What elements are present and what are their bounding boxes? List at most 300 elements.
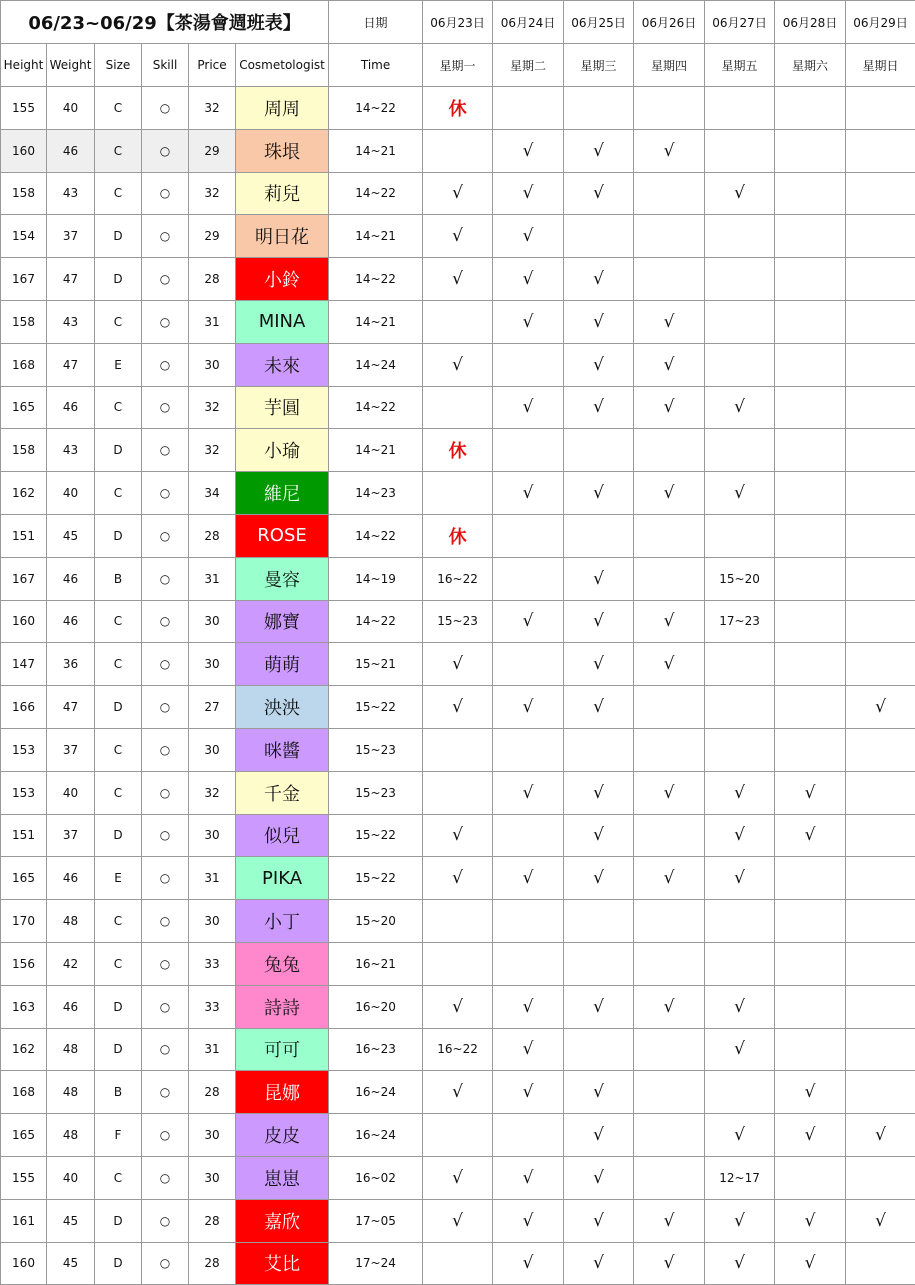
cell-height: 156	[1, 942, 47, 985]
cell-skill: ○	[142, 1156, 189, 1199]
day-cell	[705, 686, 775, 729]
day-cell: √	[564, 1156, 634, 1199]
day-cell: √	[493, 857, 564, 900]
day-cell: √	[705, 857, 775, 900]
day-cell: √	[564, 557, 634, 600]
cell-time: 16~20	[329, 985, 423, 1028]
cell-height: 153	[1, 728, 47, 771]
cell-time: 15~21	[329, 643, 423, 686]
day-cell: √	[423, 686, 493, 729]
schedule-title: 06/23~06/29【茶湯會週班表】	[1, 1, 329, 44]
day-cell: √	[493, 1199, 564, 1242]
cell-weight: 43	[47, 172, 95, 215]
day-cell	[775, 172, 846, 215]
day-cell	[493, 728, 564, 771]
day-cell: 休	[423, 429, 493, 472]
day-cell	[775, 514, 846, 557]
day-cell	[775, 985, 846, 1028]
cosmetologist-name: 明日花	[236, 215, 329, 258]
day-cell	[846, 514, 915, 557]
day-cell	[423, 942, 493, 985]
table-row	[1, 728, 915, 771]
cell-size: C	[95, 129, 142, 172]
cell-skill: ○	[142, 857, 189, 900]
day-cell	[846, 557, 915, 600]
day-cell: √	[564, 300, 634, 343]
day-cell: √	[423, 215, 493, 258]
day-cell: √	[493, 386, 564, 429]
weekday-header: 星期一	[423, 44, 493, 87]
cell-size: D	[95, 215, 142, 258]
cell-weight: 46	[47, 557, 95, 600]
day-cell: 16~22	[423, 1028, 493, 1071]
cosmetologist-name: 可可	[236, 1028, 329, 1071]
cell-time: 14~23	[329, 472, 423, 515]
day-cell	[705, 343, 775, 386]
column-header-row	[1, 44, 915, 87]
day-cell	[775, 472, 846, 515]
day-cell	[423, 386, 493, 429]
table-row	[1, 343, 915, 386]
cell-weight: 42	[47, 942, 95, 985]
day-cell	[705, 429, 775, 472]
day-cell: √	[493, 129, 564, 172]
day-cell: √	[564, 129, 634, 172]
day-cell	[634, 1028, 705, 1071]
day-cell: √	[634, 985, 705, 1028]
cell-skill: ○	[142, 1199, 189, 1242]
day-cell	[775, 215, 846, 258]
day-cell: √	[423, 1071, 493, 1114]
cosmetologist-name: 未來	[236, 343, 329, 386]
cell-height: 161	[1, 1199, 47, 1242]
cell-weight: 48	[47, 1071, 95, 1114]
cell-size: C	[95, 942, 142, 985]
cosmetologist-name: 小丁	[236, 900, 329, 943]
day-cell: √	[705, 172, 775, 215]
cell-price: 30	[189, 600, 236, 643]
day-cell: √	[775, 1071, 846, 1114]
cosmetologist-name: 萌萌	[236, 643, 329, 686]
day-cell: √	[564, 343, 634, 386]
day-cell	[775, 87, 846, 130]
day-cell	[564, 429, 634, 472]
day-cell	[705, 300, 775, 343]
day-cell: √	[493, 472, 564, 515]
day-cell: √	[705, 386, 775, 429]
day-cell	[423, 728, 493, 771]
day-cell: √	[564, 472, 634, 515]
day-cell	[846, 386, 915, 429]
day-cell: √	[493, 215, 564, 258]
cell-height: 167	[1, 258, 47, 301]
day-cell: √	[423, 1199, 493, 1242]
cell-price: 28	[189, 1071, 236, 1114]
day-cell	[846, 771, 915, 814]
day-cell: √	[423, 172, 493, 215]
day-cell: √	[423, 857, 493, 900]
day-cell: √	[634, 300, 705, 343]
day-cell	[705, 87, 775, 130]
date-label: 日期	[329, 1, 423, 44]
cosmetologist-name: 咪醬	[236, 728, 329, 771]
cell-price: 31	[189, 1028, 236, 1071]
day-cell	[775, 258, 846, 301]
day-cell	[846, 343, 915, 386]
cell-weight: 47	[47, 343, 95, 386]
cell-price: 27	[189, 686, 236, 729]
cell-time: 14~19	[329, 557, 423, 600]
day-cell	[564, 514, 634, 557]
day-cell: 休	[423, 514, 493, 557]
day-cell	[564, 1028, 634, 1071]
day-cell	[846, 728, 915, 771]
cell-price: 30	[189, 814, 236, 857]
cell-time: 14~22	[329, 386, 423, 429]
day-cell	[775, 1156, 846, 1199]
day-cell: √	[705, 1028, 775, 1071]
cell-size: D	[95, 1242, 142, 1285]
cell-time: 15~20	[329, 900, 423, 943]
cell-weight: 46	[47, 600, 95, 643]
cell-weight: 45	[47, 1242, 95, 1285]
weekday-header: 星期日	[846, 44, 915, 87]
cell-skill: ○	[142, 643, 189, 686]
cell-weight: 47	[47, 686, 95, 729]
day-cell	[775, 1028, 846, 1071]
day-cell	[634, 1114, 705, 1157]
day-cell: √	[493, 1028, 564, 1071]
cosmetologist-name: 崽崽	[236, 1156, 329, 1199]
cell-size: D	[95, 1199, 142, 1242]
day-cell: √	[423, 985, 493, 1028]
table-row	[1, 472, 915, 515]
table-row	[1, 985, 915, 1028]
cell-price: 28	[189, 1199, 236, 1242]
cosmetologist-name: 小瑜	[236, 429, 329, 472]
table-row	[1, 514, 915, 557]
day-cell	[846, 643, 915, 686]
table-row	[1, 1114, 915, 1157]
cell-height: 155	[1, 87, 47, 130]
day-cell	[775, 686, 846, 729]
cell-price: 30	[189, 900, 236, 943]
cell-weight: 45	[47, 1199, 95, 1242]
cell-price: 29	[189, 215, 236, 258]
day-cell	[846, 1028, 915, 1071]
day-cell: √	[564, 1242, 634, 1285]
cell-weight: 46	[47, 129, 95, 172]
cell-size: D	[95, 686, 142, 729]
day-cell: √	[493, 686, 564, 729]
cell-skill: ○	[142, 942, 189, 985]
table-row	[1, 172, 915, 215]
cell-size: C	[95, 386, 142, 429]
day-cell	[634, 942, 705, 985]
cosmetologist-name: 昆娜	[236, 1071, 329, 1114]
day-cell	[846, 472, 915, 515]
day-cell	[846, 1242, 915, 1285]
day-cell: √	[705, 814, 775, 857]
day-cell	[634, 686, 705, 729]
date-header: 06月25日	[564, 1, 634, 44]
day-cell: 15~23	[423, 600, 493, 643]
column-header-skill: Skill	[142, 44, 189, 87]
cell-size: C	[95, 600, 142, 643]
cell-skill: ○	[142, 429, 189, 472]
cell-price: 28	[189, 1242, 236, 1285]
cell-height: 170	[1, 900, 47, 943]
cell-size: E	[95, 343, 142, 386]
day-cell	[775, 942, 846, 985]
cell-time: 14~21	[329, 215, 423, 258]
cell-height: 163	[1, 985, 47, 1028]
table-row	[1, 942, 915, 985]
cell-height: 158	[1, 429, 47, 472]
day-cell: √	[775, 771, 846, 814]
cell-weight: 43	[47, 429, 95, 472]
day-cell: √	[846, 1199, 915, 1242]
day-cell	[846, 1156, 915, 1199]
day-cell: √	[493, 1071, 564, 1114]
day-cell: √	[564, 600, 634, 643]
day-cell: √	[634, 643, 705, 686]
cell-price: 33	[189, 985, 236, 1028]
cell-height: 147	[1, 643, 47, 686]
day-cell	[634, 557, 705, 600]
day-cell: √	[634, 771, 705, 814]
cell-time: 15~23	[329, 771, 423, 814]
cell-skill: ○	[142, 771, 189, 814]
cell-skill: ○	[142, 728, 189, 771]
day-cell: 12~17	[705, 1156, 775, 1199]
cell-time: 14~22	[329, 172, 423, 215]
cell-price: 30	[189, 343, 236, 386]
cell-weight: 48	[47, 900, 95, 943]
cell-height: 162	[1, 1028, 47, 1071]
cell-price: 31	[189, 857, 236, 900]
day-cell: √	[493, 1156, 564, 1199]
day-cell: √	[564, 814, 634, 857]
cell-size: F	[95, 1114, 142, 1157]
cell-time: 14~22	[329, 514, 423, 557]
cell-price: 28	[189, 258, 236, 301]
date-header: 06月26日	[634, 1, 705, 44]
day-cell	[493, 343, 564, 386]
day-cell: 15~20	[705, 557, 775, 600]
day-cell: √	[634, 857, 705, 900]
cosmetologist-name: 芋圓	[236, 386, 329, 429]
cell-height: 160	[1, 1242, 47, 1285]
cell-time: 14~21	[329, 129, 423, 172]
weekday-header: 星期二	[493, 44, 564, 87]
day-cell	[846, 300, 915, 343]
cosmetologist-name: PIKA	[236, 857, 329, 900]
table-row	[1, 386, 915, 429]
day-cell	[846, 215, 915, 258]
day-cell: √	[846, 686, 915, 729]
day-cell	[634, 728, 705, 771]
day-cell	[634, 172, 705, 215]
cosmetologist-name: 艾比	[236, 1242, 329, 1285]
weekday-header: 星期四	[634, 44, 705, 87]
cell-skill: ○	[142, 1028, 189, 1071]
day-cell: √	[564, 643, 634, 686]
day-cell: √	[493, 1242, 564, 1285]
weekday-header: 星期六	[775, 44, 846, 87]
cell-size: C	[95, 728, 142, 771]
table-row	[1, 814, 915, 857]
cell-price: 28	[189, 514, 236, 557]
cell-weight: 40	[47, 472, 95, 515]
cell-height: 158	[1, 172, 47, 215]
cell-weight: 46	[47, 386, 95, 429]
column-header-price: Price	[189, 44, 236, 87]
cell-skill: ○	[142, 557, 189, 600]
cell-size: D	[95, 1028, 142, 1071]
date-header: 06月28日	[775, 1, 846, 44]
cell-skill: ○	[142, 514, 189, 557]
day-cell	[634, 258, 705, 301]
cell-time: 14~22	[329, 87, 423, 130]
day-cell: √	[423, 643, 493, 686]
day-cell: 17~23	[705, 600, 775, 643]
cell-size: D	[95, 814, 142, 857]
cosmetologist-name: 似兒	[236, 814, 329, 857]
day-cell	[564, 215, 634, 258]
day-cell	[705, 728, 775, 771]
table-row	[1, 215, 915, 258]
weekday-header: 星期五	[705, 44, 775, 87]
cosmetologist-name: 兔兔	[236, 942, 329, 985]
title-row	[1, 1, 915, 44]
cell-height: 158	[1, 300, 47, 343]
day-cell: √	[775, 814, 846, 857]
day-cell	[846, 942, 915, 985]
cell-size: C	[95, 87, 142, 130]
day-cell	[493, 557, 564, 600]
cell-skill: ○	[142, 172, 189, 215]
date-header: 06月24日	[493, 1, 564, 44]
cell-weight: 47	[47, 258, 95, 301]
column-header-time: Time	[329, 44, 423, 87]
day-cell	[775, 386, 846, 429]
cosmetologist-name: 詩詩	[236, 985, 329, 1028]
cell-skill: ○	[142, 1242, 189, 1285]
cell-skill: ○	[142, 215, 189, 258]
cell-price: 30	[189, 1114, 236, 1157]
day-cell	[846, 857, 915, 900]
table-row	[1, 600, 915, 643]
cell-height: 165	[1, 857, 47, 900]
day-cell	[775, 900, 846, 943]
cell-price: 32	[189, 429, 236, 472]
cell-skill: ○	[142, 814, 189, 857]
cell-time: 14~22	[329, 600, 423, 643]
column-header-height: Height	[1, 44, 47, 87]
cell-size: D	[95, 985, 142, 1028]
cell-size: D	[95, 514, 142, 557]
day-cell	[705, 900, 775, 943]
cell-weight: 40	[47, 87, 95, 130]
cell-size: C	[95, 172, 142, 215]
cell-price: 33	[189, 942, 236, 985]
day-cell: √	[564, 1199, 634, 1242]
day-cell: √	[705, 472, 775, 515]
day-cell: √	[493, 600, 564, 643]
cell-price: 31	[189, 300, 236, 343]
day-cell	[846, 172, 915, 215]
day-cell: √	[634, 1199, 705, 1242]
cell-weight: 40	[47, 1156, 95, 1199]
day-cell: √	[634, 1242, 705, 1285]
day-cell	[775, 643, 846, 686]
column-header-size: Size	[95, 44, 142, 87]
cell-size: C	[95, 472, 142, 515]
table-row	[1, 1242, 915, 1285]
cell-size: B	[95, 557, 142, 600]
day-cell: √	[493, 771, 564, 814]
day-cell	[634, 814, 705, 857]
day-cell: √	[564, 686, 634, 729]
cell-time: 15~23	[329, 728, 423, 771]
table-row	[1, 1199, 915, 1242]
day-cell: 16~22	[423, 557, 493, 600]
cosmetologist-name: MINA	[236, 300, 329, 343]
cell-size: C	[95, 1156, 142, 1199]
cell-height: 166	[1, 686, 47, 729]
table-row	[1, 258, 915, 301]
day-cell: √	[423, 814, 493, 857]
cell-weight: 37	[47, 814, 95, 857]
day-cell: √	[634, 600, 705, 643]
cell-time: 16~23	[329, 1028, 423, 1071]
cell-price: 32	[189, 87, 236, 130]
day-cell	[564, 728, 634, 771]
day-cell	[423, 472, 493, 515]
table-row	[1, 300, 915, 343]
day-cell: √	[564, 985, 634, 1028]
cell-height: 167	[1, 557, 47, 600]
cell-size: C	[95, 771, 142, 814]
day-cell	[846, 87, 915, 130]
day-cell: √	[564, 172, 634, 215]
date-header: 06月29日	[846, 1, 915, 44]
cell-weight: 37	[47, 215, 95, 258]
day-cell: √	[634, 129, 705, 172]
day-cell: √	[705, 1242, 775, 1285]
day-cell: √	[493, 985, 564, 1028]
cell-time: 14~24	[329, 343, 423, 386]
day-cell: √	[705, 1114, 775, 1157]
day-cell	[493, 1114, 564, 1157]
day-cell	[564, 942, 634, 985]
cosmetologist-name: 泱泱	[236, 686, 329, 729]
day-cell	[493, 643, 564, 686]
cell-skill: ○	[142, 472, 189, 515]
table-row	[1, 429, 915, 472]
cell-size: E	[95, 857, 142, 900]
day-cell	[846, 1071, 915, 1114]
table-row	[1, 686, 915, 729]
cell-skill: ○	[142, 600, 189, 643]
cell-price: 29	[189, 129, 236, 172]
table-row	[1, 857, 915, 900]
schedule-body	[1, 87, 915, 1285]
cell-price: 31	[189, 557, 236, 600]
cosmetologist-name: 維尼	[236, 472, 329, 515]
day-cell	[846, 429, 915, 472]
